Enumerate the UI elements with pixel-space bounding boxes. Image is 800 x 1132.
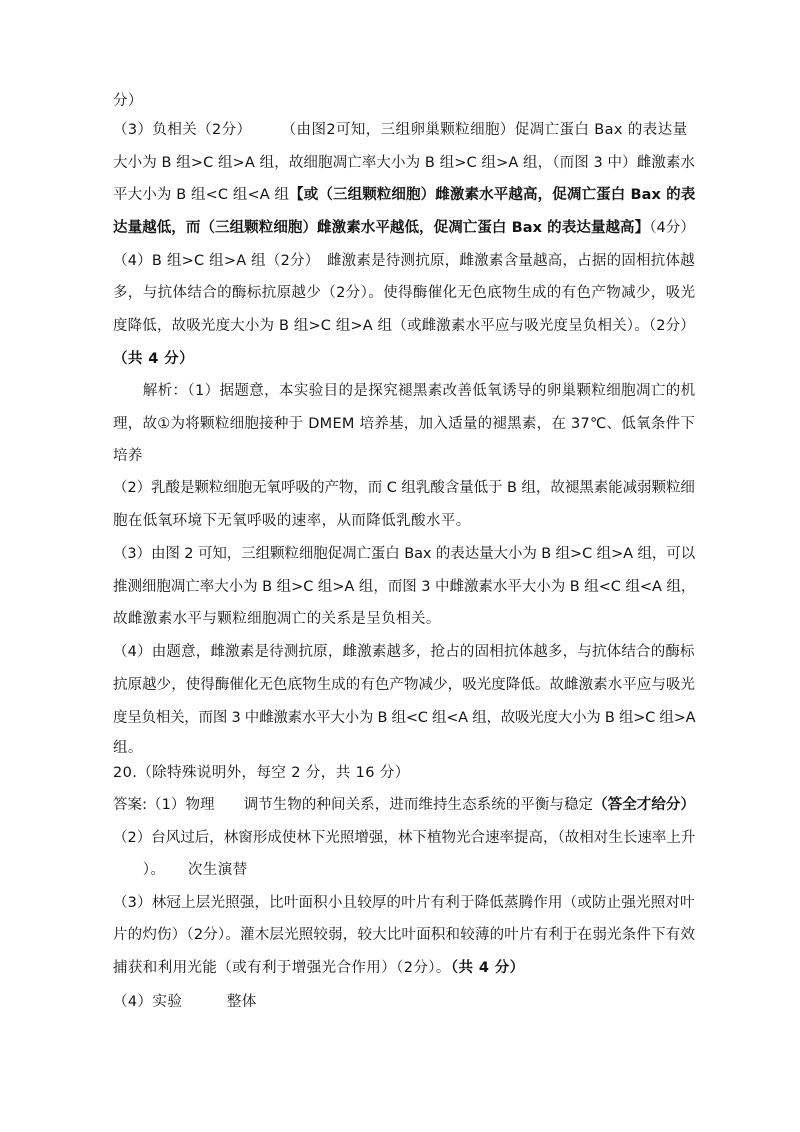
text-line	[113, 828, 695, 848]
text-line	[113, 544, 695, 564]
text-line	[113, 708, 695, 728]
text-line	[113, 609, 441, 629]
text-line	[113, 349, 194, 369]
bold-text: （共 4 分）	[450, 960, 525, 976]
text-segment: 度降低，故吸光度大小为 B 组>C 组>A 组（或雌激素水平应与吸光度呈负相关）。（2分）	[113, 318, 695, 334]
text-line	[113, 992, 257, 1012]
text-line	[113, 316, 695, 336]
text-line	[113, 153, 695, 173]
text-line	[113, 577, 695, 597]
bold-text: （共 4 分）	[113, 351, 194, 367]
text-segment: （3）负相关（2分） （由图2可知，三组卵巢颗粒细胞）促凋亡蛋白 Bax 的表达量	[113, 122, 688, 138]
text-segment: （3）林冠上层光照强，比叶面积小且较厚的叶片有利于降低蒸腾作用（或防止强光照对叶	[113, 895, 695, 911]
text-line	[113, 511, 471, 531]
text-segment: （2）台风过后，林窗形成使林下光照增强，林下植物光合速率提高，（故相对生长速率上升	[113, 830, 696, 846]
text-line	[113, 381, 695, 401]
text-line	[113, 478, 695, 498]
text-segment: 培养	[113, 448, 143, 464]
text-line	[113, 120, 688, 140]
text-segment: （4）实验 整体	[113, 994, 257, 1010]
text-line	[113, 738, 143, 758]
text-segment: 解析：（1）据题意，本实验目的是探究褪黑素改善低氧诱导的卵巢颗粒细胞凋亡的机	[113, 383, 696, 399]
text-line	[113, 642, 695, 662]
text-line	[113, 675, 695, 695]
text-line	[113, 283, 695, 303]
text-line	[113, 446, 143, 466]
text-segment: （4分）	[649, 220, 695, 236]
text-segment: 故雌激素水平与颗粒细胞凋亡的关系是呈负相关。	[113, 611, 441, 627]
text-segment: 组。	[113, 740, 143, 756]
text-segment: 分）	[113, 93, 143, 109]
text-segment: 片的灼伤）（2分）。灌木层光照较弱，较大比叶面积和较薄的叶片有利于在弱光条件下有效	[113, 927, 696, 943]
text-line	[113, 925, 695, 945]
text-segment: 度呈负相关，而图 3 中雌激素水平大小为 B 组<C 组<A 组，故吸光度大小为 B 组>C 组>A	[113, 710, 696, 726]
text-segment: 推测细胞凋亡率大小为 B 组>C 组>A 组，而图 3 中雌激素水平大小为 B 组<C 组<A 组，	[113, 579, 696, 595]
text-segment: 答案:（1）物理 调节生物的种间关系，进而维持生态系统的平衡与稳定	[113, 797, 594, 813]
text-segment: 胞在低氧环境下无氧呼吸的速率，从而降低乳酸水平。	[113, 513, 471, 529]
text-segment: 20.（除特殊说明外，每空 2 分，共 16 分）	[113, 765, 410, 781]
text-line	[113, 893, 695, 913]
text-line	[113, 218, 695, 238]
text-segment: ）。 次生演替	[113, 862, 248, 878]
text-segment: 多，与抗体结合的酶标抗原越少（2分）。使得酶催化无色底物生成的有色产物减少，吸光	[113, 285, 696, 301]
text-line	[113, 958, 525, 978]
text-segment: （3）由图 2 可知，三组颗粒细胞促凋亡蛋白 Bax 的表达量大小为 B 组>C 组>A 组，可以	[113, 546, 696, 562]
text-segment: （2）乳酸是颗粒细胞无氧呼吸的产物，而 C 组乳酸含量低于 B 组，故褪黑素能减弱颗粒细	[113, 480, 695, 496]
text-segment: （4）B 组>C 组>A 组（2分） 雌激素是待测抗原，雌激素含量越高，占据的固相抗体越	[113, 253, 695, 269]
text-segment: 理，故①为将颗粒细胞接种于 DMEM 培养基，加入适量的褪黑素，在 37℃、低氧条件下	[113, 416, 696, 432]
text-segment: 捕获和利用光能（或有利于增强光合作用）（2分）。	[113, 960, 451, 976]
text-segment: 平大小为 B 组<C 组<A 组	[113, 187, 290, 203]
text-line	[113, 414, 695, 434]
bold-text: （答全才给分）	[593, 797, 696, 813]
text-segment: （4）由题意，雌激素是待测抗原，雌激素越多，抢占的固相抗体越多，与抗体结合的酶标	[113, 644, 695, 660]
text-segment: 抗原越少，使得酶催化无色底物生成的有色产物减少，吸光度降低。故雌激素水平应与吸光	[113, 677, 695, 693]
text-line	[113, 860, 248, 880]
text-line	[113, 185, 695, 205]
text-line	[113, 795, 695, 815]
bold-text: 【或（三组颗粒细胞）雌激素水平越高，促凋亡蛋白 Bax 的表	[289, 187, 696, 203]
bold-text: 达量越低，而（三组颗粒细胞）雌激素水平越低，促凋亡蛋白 Bax 的表达量越高】	[113, 220, 650, 236]
text-line	[113, 763, 410, 783]
text-line	[113, 251, 695, 271]
text-line	[113, 91, 143, 111]
text-segment: 大小为 B 组>C 组>A 组，故细胞凋亡率大小为 B 组>C 组>A 组，（而图 3 中）雌激素水	[113, 155, 696, 171]
